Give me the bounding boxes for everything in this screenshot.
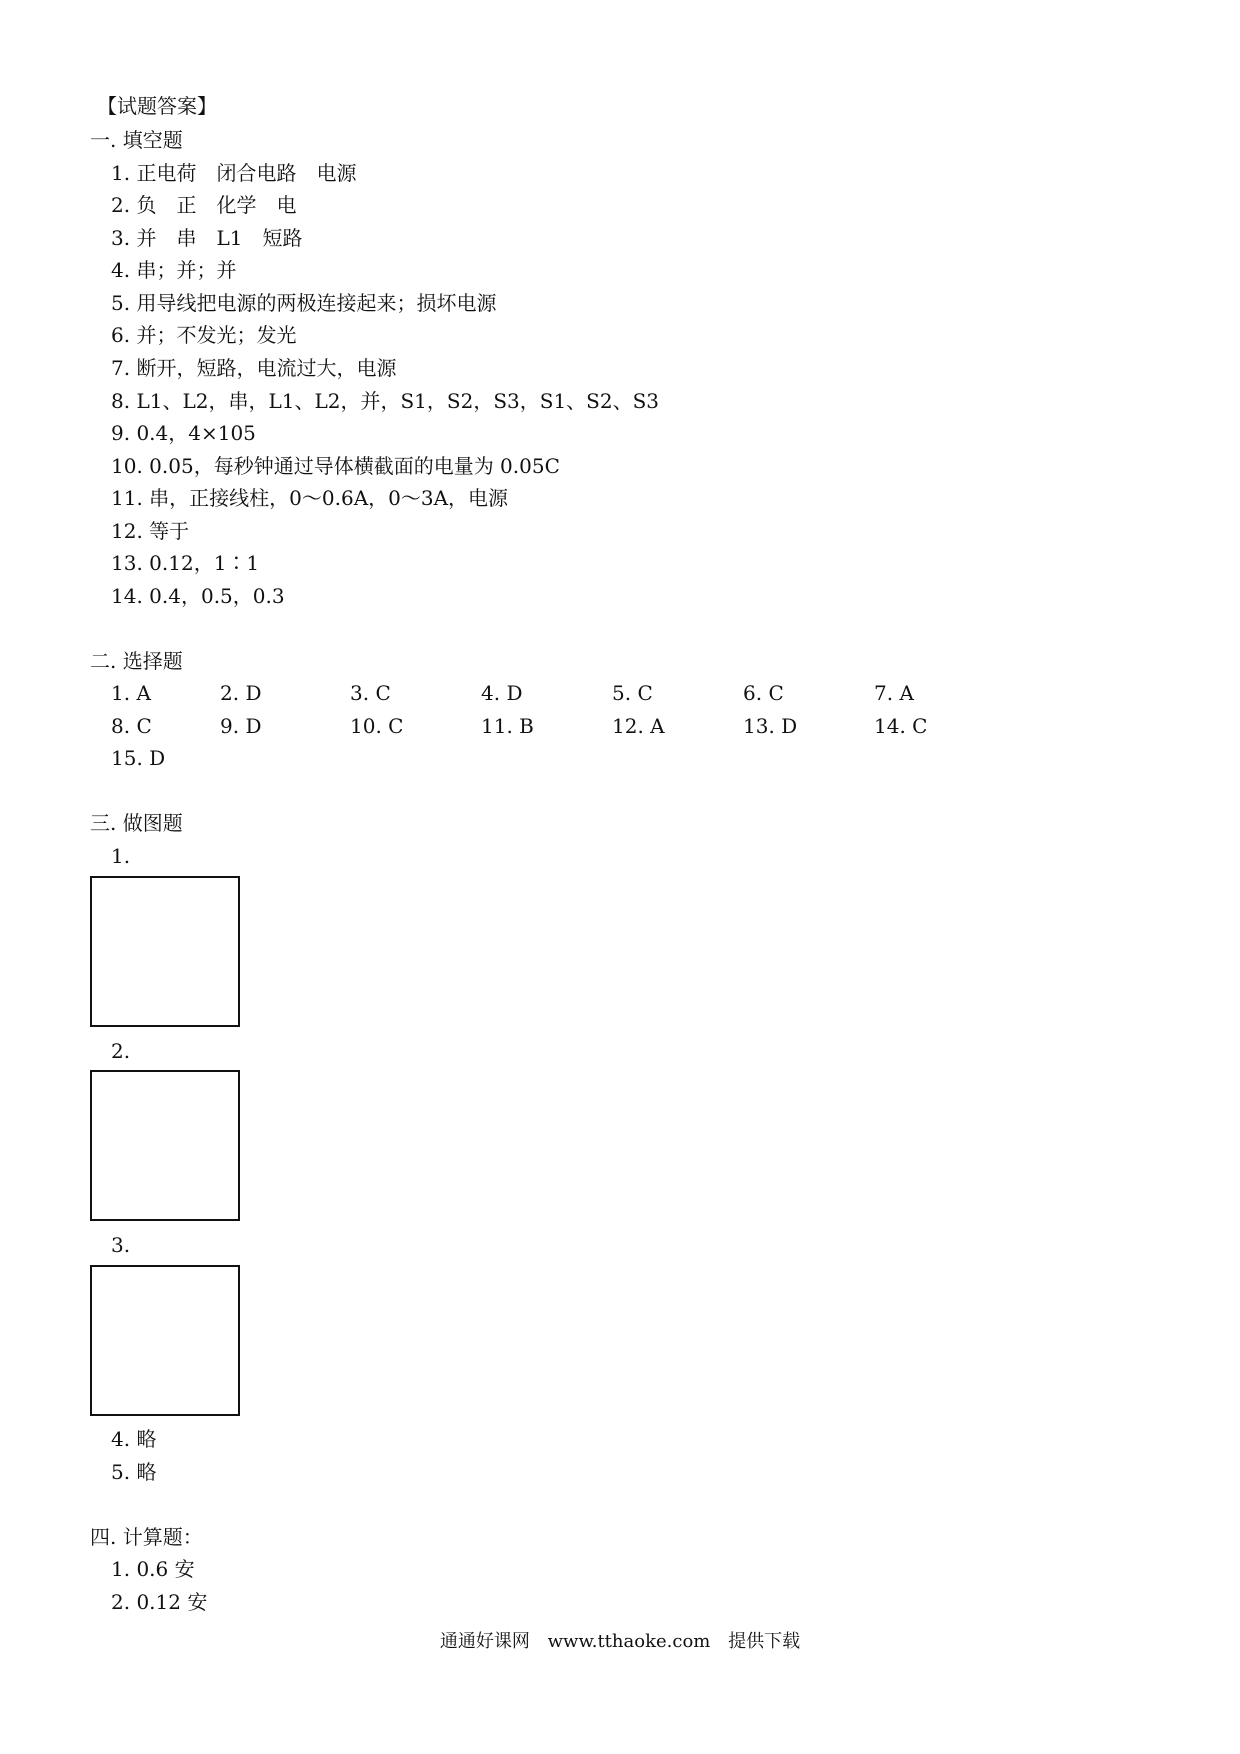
choice-answer: 3. C xyxy=(350,681,391,705)
figure-label: 2. xyxy=(111,1039,131,1063)
list-item: 10. 0.05，每秒钟通过导体横截面的电量为 0.05C xyxy=(111,454,560,478)
choice-answer: 13. D xyxy=(743,714,798,738)
list-item: 5. 略 xyxy=(111,1460,157,1484)
section-heading-calculation: 四. 计算题： xyxy=(90,1525,203,1549)
choice-answer: 10. C xyxy=(350,714,404,738)
figure-placeholder xyxy=(90,1265,240,1416)
list-item: 13. 0.12，1∶1 xyxy=(111,551,260,575)
list-item: 4. 略 xyxy=(111,1427,157,1451)
list-item: 2. 负 正 化学 电 xyxy=(111,193,297,217)
list-item: 12. 等于 xyxy=(111,519,190,543)
section-heading-drawing: 三. 做图题 xyxy=(90,811,183,835)
list-item: 2. 0.12 安 xyxy=(111,1590,208,1614)
list-item: 3. 并 串 L1 短路 xyxy=(111,226,303,250)
page-footer xyxy=(0,1630,1240,1654)
figure-placeholder xyxy=(90,1070,240,1221)
choice-answer: 7. A xyxy=(874,681,914,705)
footer-site-name: 通通好课网 xyxy=(439,1631,530,1652)
list-item: 6. 并；不发光；发光 xyxy=(111,323,297,347)
figure-label: 3. xyxy=(111,1233,131,1257)
list-item: 1. 0.6 安 xyxy=(111,1557,195,1581)
choice-answer: 15. D xyxy=(111,746,166,770)
section-heading-fill-blanks: 一. 填空题 xyxy=(90,128,183,152)
choice-answer: 2. D xyxy=(220,681,262,705)
list-item: 11. 串，正接线柱，0～0.6A，0～3A，电源 xyxy=(111,486,509,510)
choice-answer: 9. D xyxy=(220,714,262,738)
list-item: 14. 0.4，0.5，0.3 xyxy=(111,584,285,608)
choice-answer: 4. D xyxy=(481,681,523,705)
figure-label: 1. xyxy=(111,844,131,868)
list-item: 9. 0.4，4×105 xyxy=(111,421,256,445)
figure-placeholder xyxy=(90,876,240,1027)
page-title: 【试题答案】 xyxy=(97,94,217,118)
choice-answer: 1. A xyxy=(111,681,151,705)
footer-url[interactable]: www.tthaoke.com xyxy=(547,1631,711,1652)
choice-answer: 14. C xyxy=(874,714,928,738)
footer-suffix: 提供下载 xyxy=(728,1631,801,1652)
list-item: 1. 正电荷 闭合电路 电源 xyxy=(111,161,357,185)
choice-answer: 12. A xyxy=(612,714,665,738)
choice-answer: 8. C xyxy=(111,714,152,738)
list-item: 7. 断开，短路，电流过大，电源 xyxy=(111,356,397,380)
section-heading-multiple-choice: 二. 选择题 xyxy=(90,649,183,673)
choice-answer: 5. C xyxy=(612,681,653,705)
choice-answer: 6. C xyxy=(743,681,784,705)
list-item: 4. 串；并；并 xyxy=(111,258,237,282)
list-item: 5. 用导线把电源的两极连接起来；损坏电源 xyxy=(111,291,497,315)
list-item: 8. L1、L2，串，L1、L2，并，S1，S2，S3，S1、S2、S3 xyxy=(111,389,660,413)
choice-answer: 11. B xyxy=(481,714,534,738)
